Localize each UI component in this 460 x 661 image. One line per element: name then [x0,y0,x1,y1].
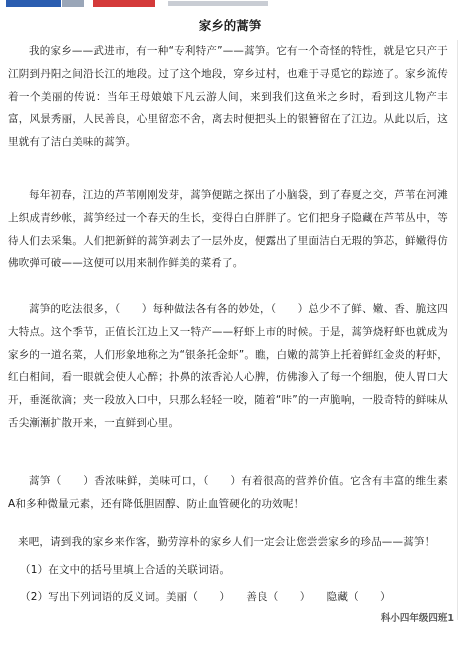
header-red-block [93,0,155,7]
paragraph-cooking: 蒿笋的吃法很多，（ ）每种做法各有各的妙处，（ ）总少不了鲜、嫩、香、脆这四大特点。这个季节，正值长江边上又一特产——籽虾上市的时候。于是，蒿笋烧籽虾也就成为家乡的一道名菜，人们形象地称之为“银条托金虾”。瞧，白嫩的蒿笋上托着鲜红金炎的籽虾，红白相间，看一眼就会使人心醉；扑鼻的浓香沁人心脾，仿佛渗入了每一个细胞，使人胃口大开，垂涎欲滴；夹一段放入口中，只那么轻轻一咬，随着“咔”的一声脆响，一股奇特的鲜味从舌尖漸漸扩散开来，一直鲜到心里。 [8,303,448,429]
header-faint-text [168,1,268,6]
paragraph-invitation: 来吧，请到我的家乡来作客，勤劳淳朴的家乡人们一定会让您尝尝家乡的珍品——蒿笋！ [18,536,436,548]
page-edge-divider [457,40,458,620]
question-2: （2）写出下列词语的反义词。美丽（ ） 善良（ ） 隐藏（ ） [20,591,391,603]
footer-class-label: 科小四年级四班1 [380,613,454,624]
paragraph-intro: 我的家乡——武进市，有一种“专利特产”——蒿笋。它有一个奇怪的特性，就是它只产于江阴到丹阳之间沿长江的地段。过了这个地段，穿乡过村，也难于寻觅它的踪迹了。家乡流传着一个美丽的传说：当年王母娘娘下凡云游人间，来到我们这鱼米之乡时，看到这儿物产丰富，风景秀丽，人民善良，心里留恋不舍，离去时便把头上的银簪留在了江边。从此以后，这里就有了洁白美味的蒿笋。 [8,45,448,149]
paragraph-nutrition: 蒿笋（ ）香浓味鲜，美味可口，（ ）有着很高的营养价值。它含有丰富的维生素A和多种微量元素，还有降低胆固醇、防止血管硬化的功效呢！ [8,475,448,510]
header-strip [0,0,460,10]
document-title: 家乡的蒿笋 [198,18,262,33]
paragraph-growth: 每年初春，江边的芦苇刚刚发芽，蒿笋便踮之探出了小脑袋，到了春夏之交，芦苇在河滩上织成青纱帐，蒿笋经过一个春天的生长，变得白白胖胖了。它们把身子隐藏在芦苇丛中，等待人们去采集。人们把新鲜的蒿笋剥去了一层外皮，便露出了里面洁白无瑕的笋芯，鲜嫩得仿佛吹弹可破——这便可以用来制作鲜美的菜肴了。 [8,189,448,270]
question-1: （1）在文中的括号里填上合适的关联词语。 [20,564,231,576]
header-blue-block [6,0,61,7]
header-gray-block [62,0,84,7]
